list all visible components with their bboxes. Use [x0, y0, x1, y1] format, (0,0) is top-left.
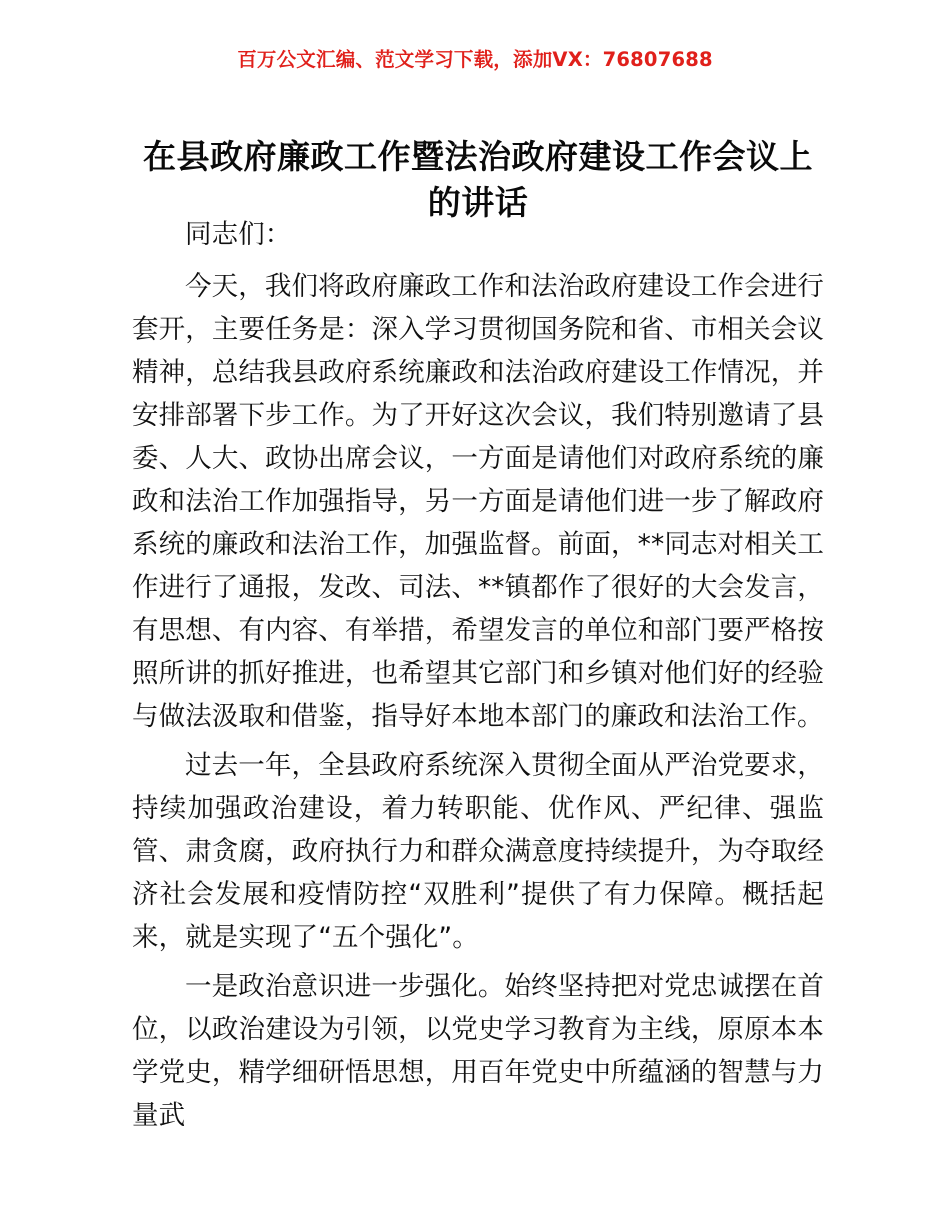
- paragraph-2: 过去一年，全县政府系统深入贯彻全面从严治党要求，持续加强政治建设，着力转职能、优作风、严纪律、强监管、肃贪腐，政府执行力和群众满意度持续提升，为夺取经济社会发展和疫情防控“双胜利”提供了有力保障。概括起来，就是实现了“五个强化”。: [132, 750, 824, 953]
- page-title: 在县政府廉政工作暨法治政府建设工作会议上的讲话: [143, 137, 813, 223]
- document-body: [132, 213, 824, 1141]
- paragraph-3: 一是政治意识进一步强化。始终坚持把对党忠诚摆在首位，以政治建设为引领，以党史学习教育为主线，原原本本学党史，精学细研悟思想，用百年党史中所蕴涵的智慧与力量武: [132, 971, 824, 1131]
- promo-watermark-header: 百万公文汇编、范文学习下载，添加VX：76807688: [237, 48, 713, 71]
- paragraph-1: 今天，我们将政府廉政工作和法治政府建设工作会进行套开，主要任务是：深入学习贯彻国务院和省、市相关会议精神，总结我县政府系统廉政和法治政府建设工作情况，并安排部署下步工作。为了开好这次会议，我们特别邀请了县委、人大、政协出席会议，一方面是请他们对政府系统的廉政和法治工作加强指导，另一方面是请他们进一步了解政府系统的廉政和法治工作，加强监督。前面，**同志对相关工作进行了通报，发改、司法、**镇都作了很好的大会发言，有思想、有内容、有举措，希望发言的单位和部门要严格按照所讲的抓好推进，也希望其它部门和乡镇对他们好的经验与做法汲取和借鉴，指导好本地本部门的廉政和法治工作。: [132, 271, 824, 732]
- paragraph-salutation: 同志们：: [185, 219, 292, 250]
